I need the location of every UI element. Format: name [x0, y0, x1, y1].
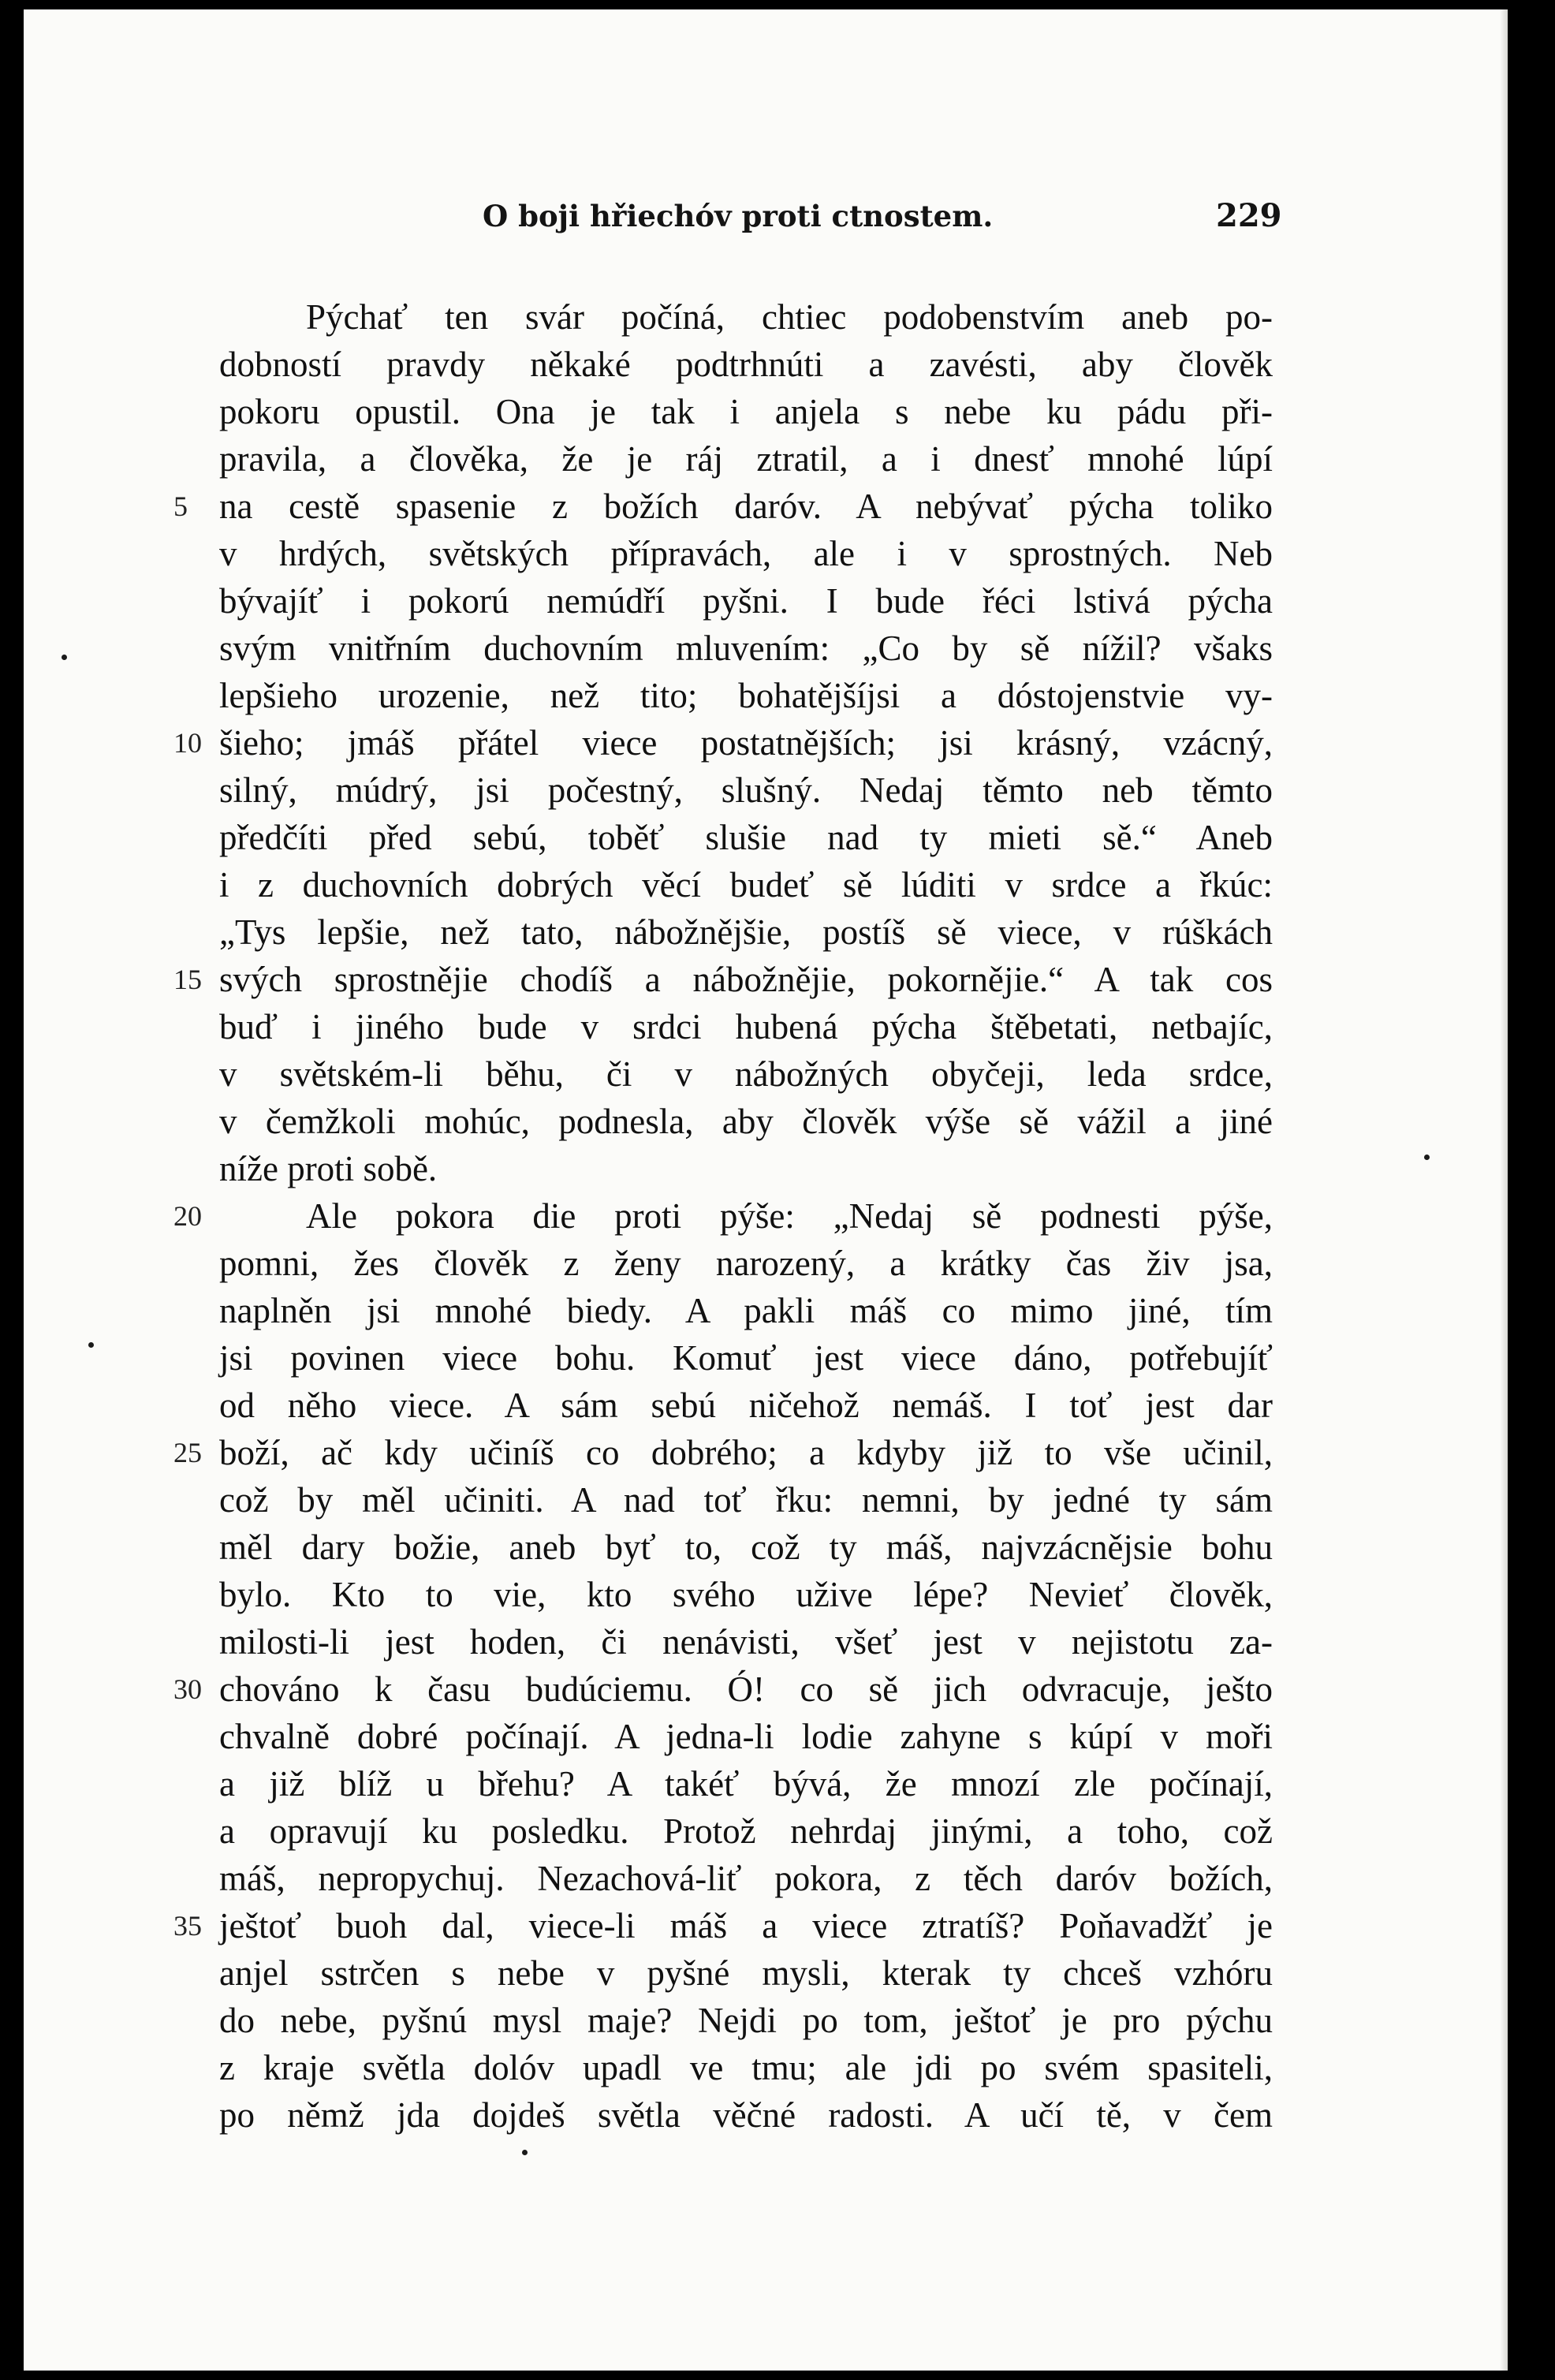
- text-line: silný, múdrý, jsi počestný, slušný. Nedaj těmto neb těmto: [219, 770, 1273, 810]
- text-line: jsi povinen viece bohu. Komuť jest viece dáno, potřebujíť: [219, 1338, 1273, 1378]
- text-line: Ale pokora die proti pýše: „Nedaj sě podnesti pýše,: [306, 1196, 1273, 1236]
- print-speck: [1424, 1155, 1430, 1160]
- text-line: do nebe, pyšnú mysl maje? Nejdi po tom, ještoť je pro pýchu: [219, 2001, 1273, 2040]
- line-number: 25: [173, 1437, 202, 1468]
- text-line: od něho viece. A sám sebú ničehož nemáš. I toť jest dar: [219, 1386, 1273, 1425]
- print-speck: [62, 655, 67, 660]
- text-line: svým vnitřním duchovním mluvením: „Co by sě nížil? všaks: [219, 629, 1273, 668]
- page-edge: [1500, 9, 1508, 2371]
- text-line: po němž jda dojdeš světla věčné radosti. A učí tě, v čem: [219, 2095, 1273, 2135]
- line-number: 15: [173, 964, 202, 995]
- print-speck: [522, 2150, 528, 2155]
- text-line: pokoru opustil. Ona je tak i anjela s nebe ku pádu při-: [219, 392, 1273, 431]
- line-number: 20: [173, 1200, 202, 1232]
- text-line: „Tys lepšie, než tato, nábožnějšie, postíš sě viece, v rúškách: [219, 912, 1273, 952]
- book-page: [24, 9, 1508, 2371]
- text-line: šieho; jmáš přátel viece postatnějších; jsi krásný, vzácný,: [219, 723, 1273, 763]
- text-line: chvalně dobré počínají. A jedna-li lodie zahyne s kúpí v moři: [219, 1717, 1273, 1756]
- text-line: v světském-li běhu, či v nábožných obyčeji, leda srdce,: [219, 1054, 1273, 1094]
- text-line: pomni, žes člověk z ženy narozený, a krátky čas živ jsa,: [219, 1244, 1273, 1283]
- page-header: [24, 199, 1508, 246]
- text-line: ještoť buoh dal, viece-li máš a viece ztratíš? Poňavadžť je: [219, 1906, 1273, 1945]
- text-line: Pýchať ten svár počíná, chtiec podobenstvím aneb po-: [306, 297, 1273, 337]
- text-line: anjel sstrčen s nebe v pyšné mysli, kterak ty chceš vzhóru: [219, 1953, 1273, 1993]
- text-line: z kraje světla dolóv upadl ve tmu; ale jdi po svém spasiteli,: [219, 2048, 1273, 2087]
- text-line: boží, ač kdy učiníš co dobrého; a kdyby již to vše učinil,: [219, 1433, 1273, 1472]
- text-line: a opravují ku posledku. Protož nehrdaj jinými, a toho, což: [219, 1811, 1273, 1851]
- text-line: buď i jiného bude v srdci hubená pýcha štěbetati, netbajíc,: [219, 1007, 1273, 1046]
- text-line: chováno k času budúciemu. Ó! co sě jich odvracuje, ješto: [219, 1669, 1273, 1709]
- text-line: lepšieho urozenie, než tito; bohatějšíjsi a dóstojenstvie vy-: [219, 676, 1273, 715]
- text-line: měl dary božie, aneb byť to, což ty máš, najvzácnějsie bohu: [219, 1528, 1273, 1567]
- text-line: bylo. Kto to vie, kto svého užive lépe? Nevieť člověk,: [219, 1575, 1273, 1614]
- text-line: i z duchovních dobrých věcí budeť sě lúditi v srdce a řkúc:: [219, 865, 1273, 905]
- text-line: předčíti před sebú, toběť slušie nad ty mieti sě.“ Aneb: [219, 818, 1273, 857]
- text-line: což by měl učiniti. A nad toť řku: nemni, by jedné ty sám: [219, 1480, 1273, 1520]
- text-line: naplněn jsi mnohé biedy. A pakli máš co mimo jiné, tím: [219, 1291, 1273, 1330]
- text-line: v čemžkoli mohúc, podnesla, aby člověk výše sě vážil a jiné: [219, 1102, 1273, 1141]
- text-line: dobností pravdy někaké podtrhnúti a zavésti, aby člověk: [219, 345, 1273, 384]
- text-line: bývajíť i pokorú nemúdří pyšni. I bude řéci lstivá pýcha: [219, 581, 1273, 621]
- text-line: svých sprostnějie chodíš a nábožnějie, pokornějie.“ A tak cos: [219, 960, 1273, 999]
- text-line: pravila, a člověka, že je ráj ztratil, a i dnesť mnohé lúpí: [219, 439, 1273, 479]
- line-number: 30: [173, 1673, 202, 1705]
- print-speck: [88, 1342, 94, 1348]
- text-line: v hrdých, světských přípravách, ale i v sprostných. Neb: [219, 534, 1273, 573]
- line-number: 35: [173, 1910, 202, 1942]
- running-title: O boji hřiechóv proti ctnostem.: [483, 199, 994, 233]
- page-number: 229: [1216, 197, 1282, 234]
- line-number: 10: [173, 727, 202, 759]
- text-line: na cestě spasenie z božích daróv. A nebývať pýcha toliko: [219, 487, 1273, 526]
- text-line: milosti-li jest hoden, či nenávisti, všeť jest v nejistotu za-: [219, 1622, 1273, 1662]
- text-line: a již blíž u břehu? A takéť bývá, že mnozí zle počínají,: [219, 1764, 1273, 1804]
- line-number: 5: [173, 491, 188, 522]
- text-line: máš, nepropychuj. Nezachová-liť pokora, z těch daróv božích,: [219, 1859, 1273, 1898]
- text-line: níže proti sobě.: [219, 1149, 438, 1188]
